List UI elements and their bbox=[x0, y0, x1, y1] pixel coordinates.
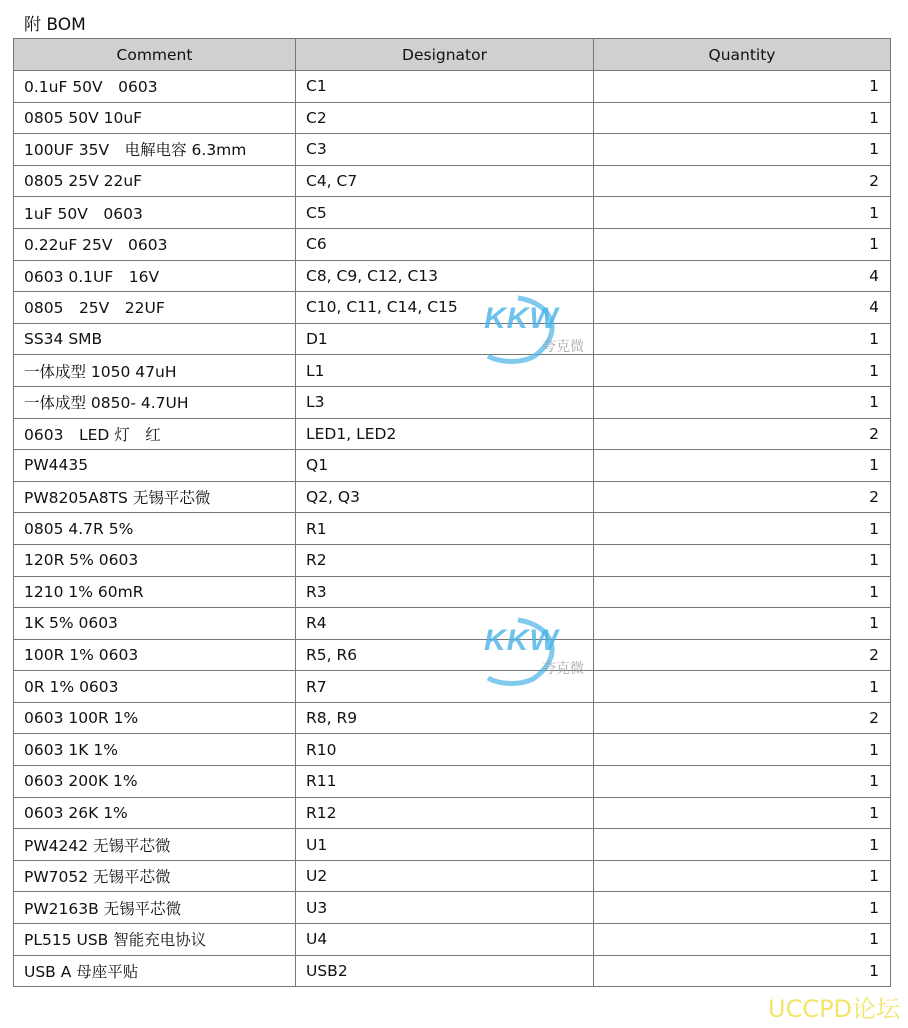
logo-cn-text: 夸克微 bbox=[542, 661, 584, 677]
logo-cn-text: 夸克微 bbox=[542, 339, 584, 355]
table-row bbox=[14, 955, 891, 987]
cell-quantity: 1 bbox=[594, 450, 891, 482]
table-row bbox=[14, 544, 891, 576]
cell-quantity: 1 bbox=[594, 228, 891, 260]
cell-comment: PW2163B 无锡平芯微 bbox=[14, 892, 296, 924]
cell-comment: PL515 USB 智能充电协议 bbox=[14, 924, 296, 956]
cell-designator: R12 bbox=[296, 797, 594, 829]
cell-quantity: 1 bbox=[594, 955, 891, 987]
cell-quantity: 2 bbox=[594, 702, 891, 734]
cell-quantity: 4 bbox=[594, 260, 891, 292]
cell-comment: 1K 5% 0603 bbox=[14, 608, 296, 640]
cell-comment: USB A 母座平贴 bbox=[14, 955, 296, 987]
cell-quantity: 1 bbox=[594, 671, 891, 703]
table-row bbox=[14, 608, 891, 640]
table-header-row bbox=[14, 39, 891, 71]
column-header-designator: Designator bbox=[296, 39, 594, 71]
table-row bbox=[14, 197, 891, 229]
cell-designator: U4 bbox=[296, 924, 594, 956]
cell-quantity: 1 bbox=[594, 355, 891, 387]
cell-quantity: 1 bbox=[594, 544, 891, 576]
table-row bbox=[14, 323, 891, 355]
cell-comment: 1uF 50V 0603 bbox=[14, 197, 296, 229]
cell-quantity: 1 bbox=[594, 608, 891, 640]
table-row bbox=[14, 892, 891, 924]
table-row bbox=[14, 702, 891, 734]
cell-comment: 100UF 35V 电解电容 6.3mm bbox=[14, 134, 296, 166]
cell-designator: R11 bbox=[296, 766, 594, 798]
table-row bbox=[14, 102, 891, 134]
cell-comment: 120R 5% 0603 bbox=[14, 544, 296, 576]
cell-designator: USB2 bbox=[296, 955, 594, 987]
cell-quantity: 1 bbox=[594, 513, 891, 545]
cell-comment: 0R 1% 0603 bbox=[14, 671, 296, 703]
cell-quantity: 2 bbox=[594, 481, 891, 513]
cell-quantity: 1 bbox=[594, 892, 891, 924]
table-row bbox=[14, 671, 891, 703]
cell-designator: R3 bbox=[296, 576, 594, 608]
table-row bbox=[14, 639, 891, 671]
cell-designator: U1 bbox=[296, 829, 594, 861]
table-row bbox=[14, 829, 891, 861]
cell-designator: U3 bbox=[296, 892, 594, 924]
column-header-quantity: Quantity bbox=[594, 39, 891, 71]
cell-quantity: 4 bbox=[594, 292, 891, 324]
logo-text: KKW bbox=[484, 624, 559, 657]
cell-designator: R10 bbox=[296, 734, 594, 766]
cell-quantity: 1 bbox=[594, 71, 891, 103]
cell-designator: L1 bbox=[296, 355, 594, 387]
cell-designator: R2 bbox=[296, 544, 594, 576]
cell-comment: 一体成型 1050 47uH bbox=[14, 355, 296, 387]
cell-comment: 0603 26K 1% bbox=[14, 797, 296, 829]
cell-designator: C5 bbox=[296, 197, 594, 229]
cell-quantity: 1 bbox=[594, 797, 891, 829]
table-row bbox=[14, 924, 891, 956]
table-row bbox=[14, 481, 891, 513]
table-row bbox=[14, 766, 891, 798]
cell-designator: C2 bbox=[296, 102, 594, 134]
cell-comment: 0805 50V 10uF bbox=[14, 102, 296, 134]
table-row bbox=[14, 134, 891, 166]
cell-comment: 1210 1% 60mR bbox=[14, 576, 296, 608]
cell-comment: 0.22uF 25V 0603 bbox=[14, 228, 296, 260]
cell-quantity: 1 bbox=[594, 197, 891, 229]
cell-comment: 0.1uF 50V 0603 bbox=[14, 71, 296, 103]
table-row bbox=[14, 71, 891, 103]
cell-quantity: 1 bbox=[594, 766, 891, 798]
forum-watermark: UCCPD论坛 bbox=[768, 995, 901, 1023]
cell-designator: R4 bbox=[296, 608, 594, 640]
cell-comment: 0805 25V 22UF bbox=[14, 292, 296, 324]
cell-designator: LED1, LED2 bbox=[296, 418, 594, 450]
cell-designator: R1 bbox=[296, 513, 594, 545]
table-row bbox=[14, 797, 891, 829]
cell-quantity: 1 bbox=[594, 734, 891, 766]
cell-comment: 0603 1K 1% bbox=[14, 734, 296, 766]
cell-quantity: 1 bbox=[594, 924, 891, 956]
table-row bbox=[14, 513, 891, 545]
table-row bbox=[14, 260, 891, 292]
cell-quantity: 1 bbox=[594, 102, 891, 134]
cell-quantity: 1 bbox=[594, 323, 891, 355]
table-row bbox=[14, 734, 891, 766]
table-row bbox=[14, 165, 891, 197]
cell-quantity: 1 bbox=[594, 386, 891, 418]
cell-comment: 0603 200K 1% bbox=[14, 766, 296, 798]
cell-comment: 0603 0.1UF 16V bbox=[14, 260, 296, 292]
table-row bbox=[14, 228, 891, 260]
page-title: 附 BOM bbox=[24, 15, 86, 35]
cell-designator: C1 bbox=[296, 71, 594, 103]
table-row bbox=[14, 860, 891, 892]
cell-designator: R7 bbox=[296, 671, 594, 703]
cell-designator: D1 bbox=[296, 323, 594, 355]
logo-text: KKW bbox=[484, 302, 559, 335]
cell-designator: L3 bbox=[296, 386, 594, 418]
table-row bbox=[14, 292, 891, 324]
cell-comment: PW7052 无锡平芯微 bbox=[14, 860, 296, 892]
table-row bbox=[14, 355, 891, 387]
cell-designator: C4, C7 bbox=[296, 165, 594, 197]
cell-comment: PW4242 无锡平芯微 bbox=[14, 829, 296, 861]
cell-designator: R8, R9 bbox=[296, 702, 594, 734]
cell-designator: C6 bbox=[296, 228, 594, 260]
cell-quantity: 1 bbox=[594, 576, 891, 608]
table-row bbox=[14, 386, 891, 418]
cell-comment: PW8205A8TS 无锡平芯微 bbox=[14, 481, 296, 513]
cell-designator: C10, C11, C14, C15 bbox=[296, 292, 594, 324]
cell-designator: Q1 bbox=[296, 450, 594, 482]
cell-quantity: 1 bbox=[594, 829, 891, 861]
cell-quantity: 2 bbox=[594, 165, 891, 197]
cell-quantity: 1 bbox=[594, 134, 891, 166]
cell-quantity: 1 bbox=[594, 860, 891, 892]
cell-comment: SS34 SMB bbox=[14, 323, 296, 355]
cell-comment: 0603 LED 灯 红 bbox=[14, 418, 296, 450]
cell-comment: 0805 4.7R 5% bbox=[14, 513, 296, 545]
cell-comment: 100R 1% 0603 bbox=[14, 639, 296, 671]
cell-comment: 一体成型 0850- 4.7UH bbox=[14, 386, 296, 418]
cell-comment: 0805 25V 22uF bbox=[14, 165, 296, 197]
bom-table bbox=[13, 38, 891, 987]
table-row bbox=[14, 418, 891, 450]
cell-designator: Q2, Q3 bbox=[296, 481, 594, 513]
table-row bbox=[14, 576, 891, 608]
table-row bbox=[14, 450, 891, 482]
cell-designator: C8, C9, C12, C13 bbox=[296, 260, 594, 292]
cell-quantity: 2 bbox=[594, 418, 891, 450]
cell-comment: PW4435 bbox=[14, 450, 296, 482]
cell-designator: C3 bbox=[296, 134, 594, 166]
cell-comment: 0603 100R 1% bbox=[14, 702, 296, 734]
cell-designator: U2 bbox=[296, 860, 594, 892]
column-header-comment: Comment bbox=[14, 39, 296, 71]
cell-designator: R5, R6 bbox=[296, 639, 594, 671]
cell-quantity: 2 bbox=[594, 639, 891, 671]
